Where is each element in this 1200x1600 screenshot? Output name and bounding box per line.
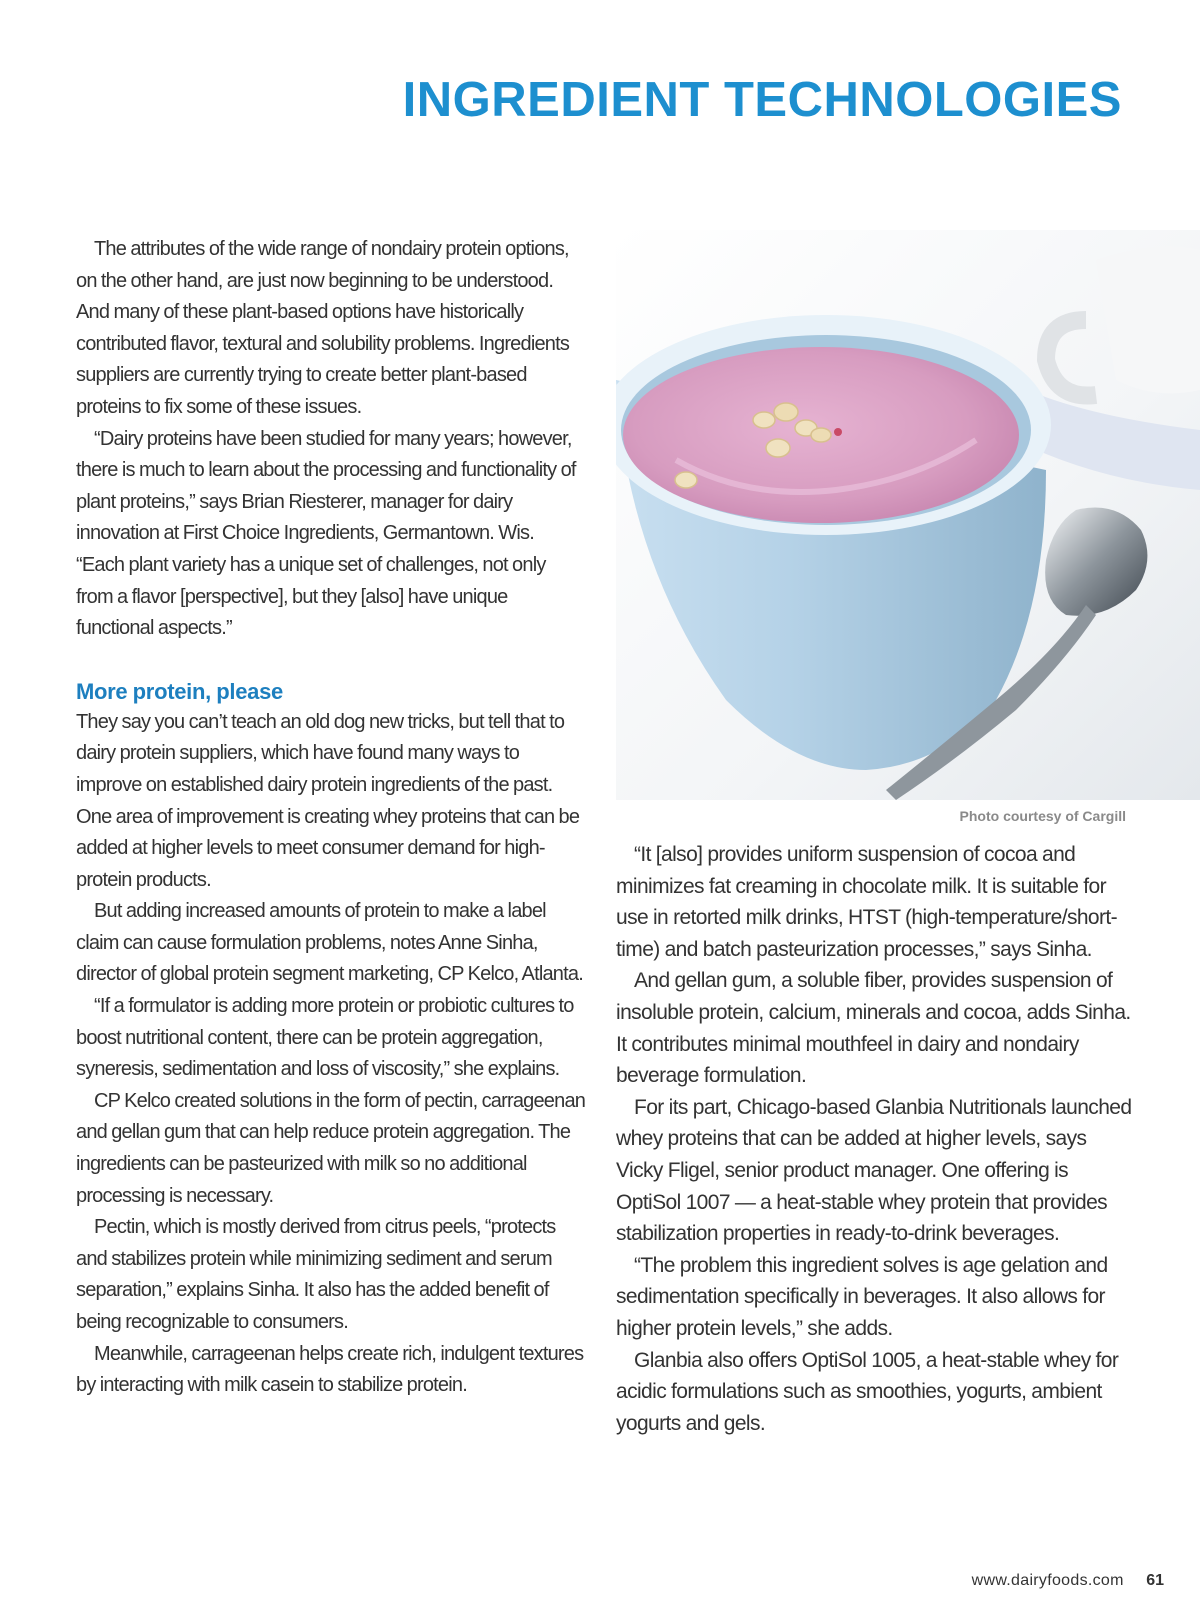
page-number: 61 bbox=[1146, 1572, 1164, 1589]
subhead: More protein, please bbox=[76, 678, 283, 704]
photo-caption: Photo courtesy of Cargill bbox=[959, 808, 1126, 824]
left-column bbox=[76, 234, 586, 1402]
body-paragraph: For its part, Chicago-based Glanbia Nutritionals launched whey proteins that can be added at higher levels, says Vicky Fligel, senior product manager. One offering is OptiSol 1007 — a heat-stable whey protein that provides stabilization properties in ready-to-drink beverages. bbox=[616, 1095, 1132, 1246]
website-link[interactable]: www.dairyfoods.com bbox=[971, 1572, 1124, 1589]
body-paragraph: They say you can’t teach an old dog new tricks, but tell that to dairy protein suppliers, which have found many ways to improve on established dairy protein ingredients of the past. One area of improvement is creating whey proteins that can be added at higher levels to meet consumer demand for high-protein products. bbox=[76, 710, 580, 891]
body-paragraph: Glanbia also offers OptiSol 1005, a heat-stable whey for acidic formulations such as smoothies, yogurts, ambient yogurts and gels. bbox=[616, 1348, 1119, 1435]
body-paragraph: And gellan gum, a soluble fiber, provides suspension of insoluble protein, calcium, minerals and cocoa, adds Sinha. It contributes minimal mouthfeel in dairy and nondairy beverage formulation. bbox=[616, 969, 1131, 1088]
body-paragraph: CP Kelco created solutions in the form of pectin, carrageenan and gellan gum that can help reduce protein aggregation. The ingredients can be pasteurized with milk so no additional processing is necessary. bbox=[76, 1089, 586, 1207]
body-paragraph: But adding increased amounts of protein to make a label claim can cause formulation problems, notes Anne Sinha, director of global protein segment marketing, CP Kelco, Atlanta. bbox=[76, 900, 583, 986]
body-paragraph: Meanwhile, carrageenan helps create rich, indulgent textures by interacting with milk casein to stabilize protein. bbox=[76, 1342, 584, 1397]
section-title: INGREDIENT TECHNOLOGIES bbox=[402, 73, 1122, 127]
right-column bbox=[616, 839, 1134, 1439]
body-paragraph: “Dairy proteins have been studied for many years; however, there is much to learn about the processing and functionality of plant proteins,” says Brian Riesterer, manager for dairy innovation at First Choice Ingredients, Germantown. Wis. “Each plant variety has a unique set of challenges, not only from a flavor [perspective], but they [also] have unique functional aspects.” bbox=[76, 427, 576, 640]
yogurt-bowl-photo bbox=[616, 230, 1200, 800]
body-paragraph: Pectin, which is mostly derived from citrus peels, “protects and stabilizes protein while minimizing sediment and serum separation,” explains Sinha. It also has the added benefit of being recognizable to consumers. bbox=[76, 1216, 556, 1333]
body-paragraph: The attributes of the wide range of nondairy protein options, on the other hand, are just now beginning to be understood. And many of these plant-based options have historically contributed flavor, textural and solubility problems. Ingredients suppliers are currently trying to create better plant-based proteins to fix some of these issues. bbox=[76, 238, 570, 418]
body-paragraph: “The problem this ingredient solves is age gelation and sedimentation specifically in beverages. It also allows for higher protein levels,” she adds. bbox=[616, 1253, 1108, 1340]
body-paragraph: “If a formulator is adding more protein or probiotic cultures to boost nutritional content, there can be protein aggregation, syneresis, sedimentation and loss of viscosity,” she explains. bbox=[76, 995, 574, 1081]
body-paragraph: “It [also] provides uniform suspension of cocoa and minimizes fat creaming in chocolate milk. It is suitable for use in retorted milk drinks, HTST (high-temperature/short-time) and batch pasteurization processes,” says Sinha. bbox=[616, 843, 1118, 961]
page-footer bbox=[972, 1572, 1164, 1590]
